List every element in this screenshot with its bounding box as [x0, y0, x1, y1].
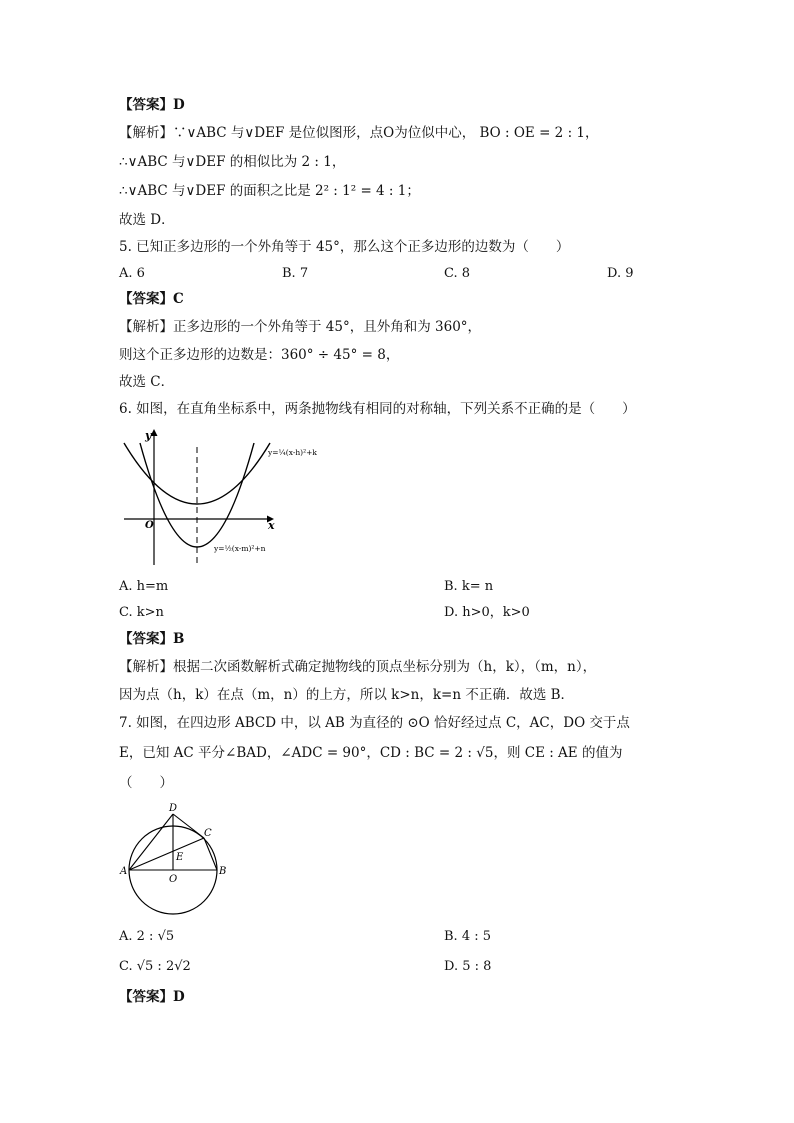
option-d: D. h>0，k>0 — [444, 605, 530, 620]
option-b: B. 7 — [282, 266, 309, 281]
explanation-line: 因为点（h，k）在点（m，n）的上方，所以 k>n，k=n 不正确．故选 B． — [119, 687, 575, 703]
explanation-line: 【解析】根据二次函数解析式确定抛物线的顶点坐标分别为（h，k），（m，n）， — [119, 659, 597, 675]
circle-figure — [118, 800, 233, 915]
explanation-line: 【解析】∵∨ABC 与∨DEF 是位似图形，点O为位似中心， BO : OE = 2 : 1， — [119, 125, 599, 141]
explanation-line: 则这个正多边形的边数是：360° ÷ 45° = 8， — [119, 347, 400, 363]
segment-ad — [129, 814, 173, 870]
option-c: C. 8 — [444, 266, 471, 281]
point-label-o: O — [169, 874, 178, 885]
x-axis-label: x — [268, 519, 275, 532]
parabola-figure — [118, 425, 338, 570]
segment-ac — [129, 838, 204, 870]
point-label-c: C — [204, 828, 212, 839]
answer-line: 【答案】D — [119, 97, 185, 113]
y-axis-label: y — [145, 429, 152, 442]
option-a: A. 6 — [119, 266, 145, 281]
origin-label: O — [145, 520, 154, 531]
option-d: D. 5 : 8 — [444, 959, 492, 974]
explanation-line: ∴∨ABC 与∨DEF 的面积之比是 2² : 1² = 4 : 1； — [119, 183, 420, 199]
y-axis-arrow — [151, 429, 158, 436]
question-7: 7. 如图，在四边形 ABCD 中，以 AB 为直径的 ⊙O 恰好经过点 C，AC，DO 交于点 — [119, 715, 630, 731]
point-label-a: A — [120, 866, 128, 877]
explanation-line: 【解析】正多边形的一个外角等于 45°，且外角和为 360°， — [119, 319, 482, 335]
option-a: A. 2 : √5 — [119, 929, 175, 944]
explanation-line: 故选 D． — [119, 212, 175, 228]
question-7: （ ） — [119, 775, 173, 791]
option-d: D. 9 — [607, 266, 634, 281]
answer-line: 【答案】C — [119, 291, 184, 307]
question-6: 6. 如图，在直角坐标系中，两条抛物线有相同的对称轴，下列关系不正确的是（ ） — [119, 401, 636, 417]
point-label-e: E — [176, 852, 184, 863]
option-a: A. h=m — [119, 579, 169, 594]
option-b: B. 4 : 5 — [444, 929, 492, 944]
question-7: E，已知 AC 平分∠BAD，∠ADC = 90°，CD : BC = 2 : √5，则 CE : AE 的值为 — [119, 745, 623, 761]
explanation-line: 故选 C． — [119, 374, 175, 390]
option-b: B. k= n — [444, 579, 494, 594]
option-c: C. k>n — [119, 605, 164, 620]
option-c: C. √5 : 2√2 — [119, 959, 191, 974]
answer-line: 【答案】B — [119, 631, 185, 647]
question-5: 5. 已知正多边形的一个外角等于 45°，那么这个正多边形的边数为（ ） — [119, 239, 570, 255]
equation-label-2: y=½(x-m)²+n — [214, 544, 266, 553]
point-label-d: D — [169, 803, 178, 814]
segment-cb — [204, 838, 217, 870]
explanation-line: ∴∨ABC 与∨DEF 的相似比为 2 : 1， — [119, 154, 346, 170]
equation-label-1: y=¼(x-h)²+k — [268, 448, 317, 457]
answer-line: 【答案】D — [119, 989, 185, 1005]
point-label-b: B — [219, 866, 227, 877]
